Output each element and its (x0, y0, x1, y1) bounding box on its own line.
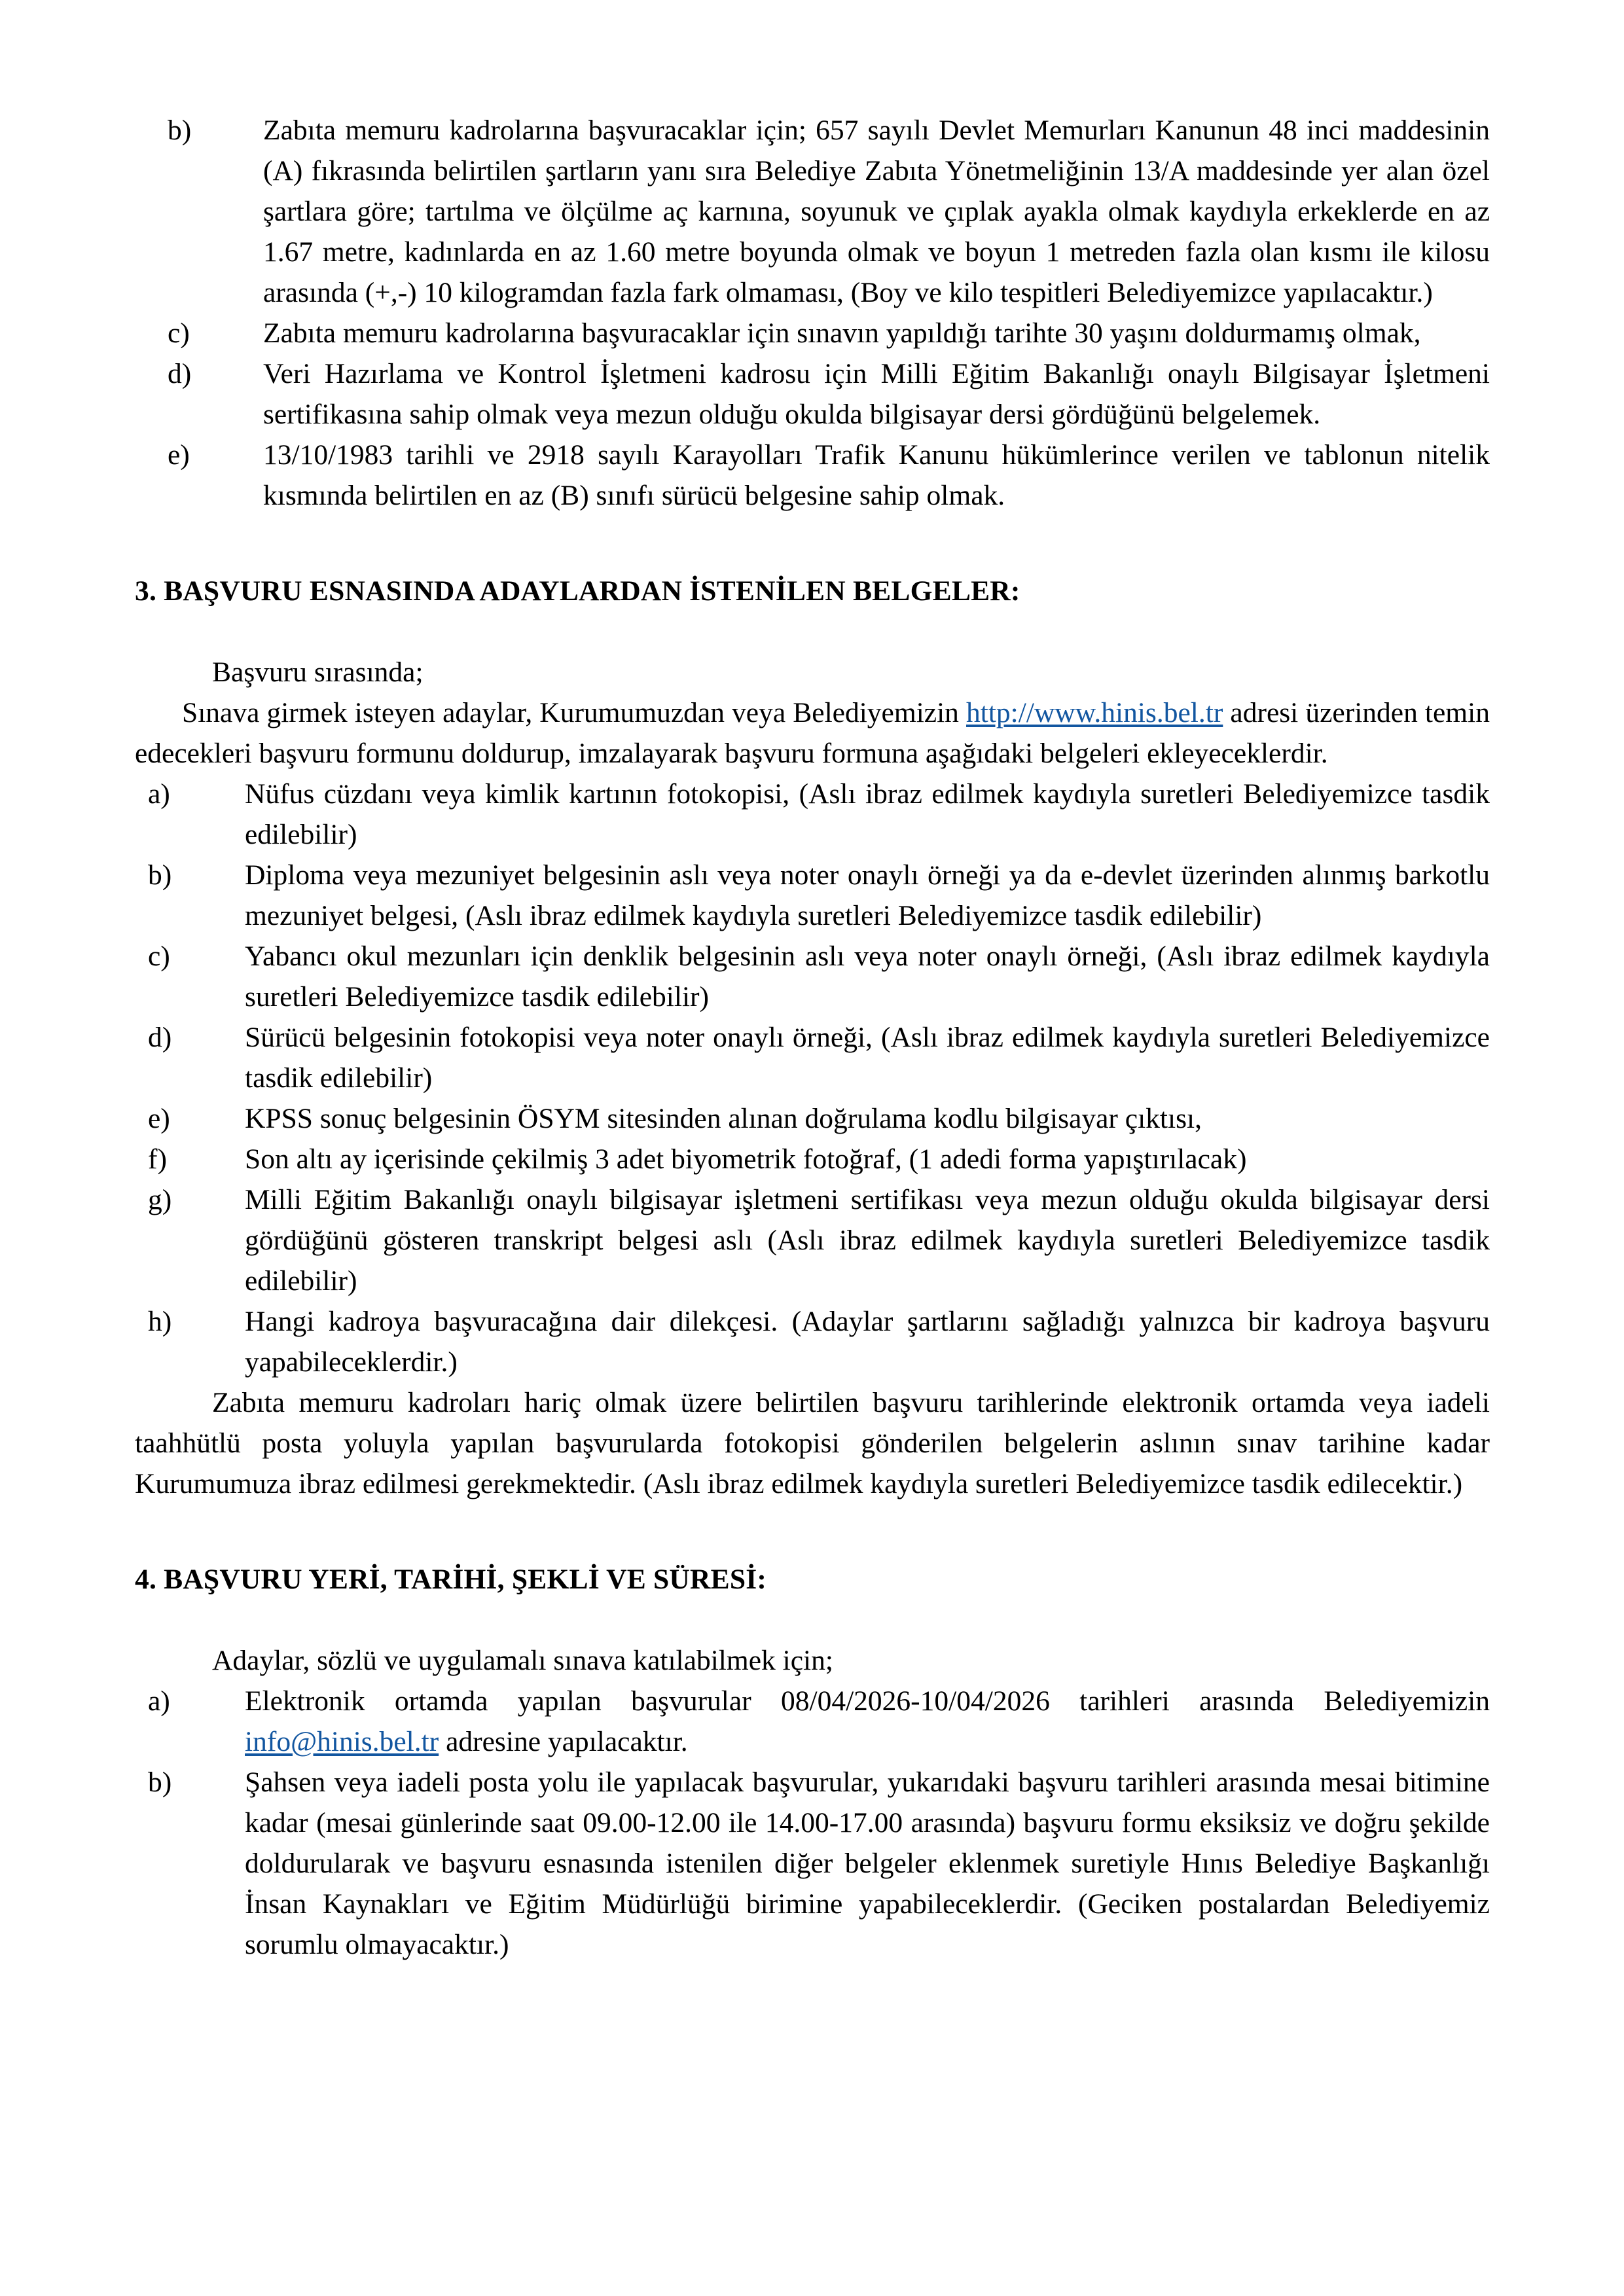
spacer (135, 516, 1490, 571)
application-method-list (135, 1681, 1490, 1965)
list-item (148, 774, 1490, 855)
list-item (148, 936, 1490, 1017)
list-item-text: KPSS sonuç belgesinin ÖSYM sitesinden alınan doğrulama kodlu bilgisayar çıktısı, (245, 1103, 1202, 1134)
list-item (148, 1098, 1490, 1139)
list-item-text: Zabıta memuru kadrolarına başvuracaklar için sınavın yapıldığı tarihte 30 yaşını doldurmamış olmak, (263, 317, 1421, 349)
list-item-text: Hangi kadroya başvuracağına dair dilekçesi. (Adaylar şartlarını sağladığı yalnızca bir kadroya başvuru yapabileceklerdir.) (245, 1306, 1490, 1378)
list-item (148, 1762, 1490, 1965)
list-marker: g) (148, 1184, 172, 1215)
email-link[interactable]: info@hinis.bel.tr (245, 1726, 439, 1757)
list-item (148, 1017, 1490, 1098)
list-item-text: Şahsen veya iadeli posta yolu ile yapılacak başvurular, yukarıdaki başvuru tarihleri arasında mesai bitimine kadar (mesai günlerinde saat 09.00-12.00 ile 14.00-17.00 arasında) başvuru formu eksiksiz ve doğru şekilde doldurularak ve başvuru esnasında istenilen diğer belgeler eklenmek suretiyle Hınıs Belediye Başkanlığı İnsan Kaynakları ve Eğitim Müdürlüğü birimine yapabileceklerdir. (Geciken postalardan Belediyemiz sorumlu olmayacaktır.) (245, 1767, 1490, 1960)
spacer (135, 1600, 1490, 1640)
list-item (148, 1179, 1490, 1301)
list-marker: c) (148, 941, 170, 972)
list-marker: e) (148, 1103, 170, 1134)
list-item-text-after-link: adresine yapılacaktır. (439, 1726, 688, 1757)
list-item-text: Son altı ay içerisinde çekilmiş 3 adet biyometrik fotoğraf, (1 adedi forma yapıştırılacak) (245, 1143, 1247, 1175)
list-item-text-before-link: Elektronik ortamda yapılan başvurular 08/04/2026-10/04/2026 tarihleri arasında Belediyemizin (245, 1685, 1490, 1717)
list-marker: d) (168, 358, 192, 389)
list-marker: e) (168, 439, 190, 471)
list-marker: a) (148, 1685, 170, 1717)
list-item (168, 313, 1490, 353)
section-4-intro: Adaylar, sözlü ve uygulamalı sınava katılabilmek için; (212, 1645, 833, 1676)
lead-text-before-link: Sınava girmek isteyen adaylar, Kurumumuzdan veya Belediyemizin (182, 697, 967, 728)
list-item (148, 1301, 1490, 1382)
website-link[interactable]: http://www.hinis.bel.tr (966, 697, 1223, 728)
required-documents-list (135, 774, 1490, 1382)
list-marker: f) (148, 1143, 167, 1175)
list-marker: d) (148, 1022, 172, 1053)
lead-text-after-link: adresi üzerinden temin edecekleri başvuru formunu doldurup, imzalayarak başvuru formuna aşağıdaki belgeleri ekleyeceklerdir. (135, 697, 1490, 769)
list-marker: h) (148, 1306, 172, 1337)
conditions-list (135, 110, 1490, 516)
list-item-text: 13/10/1983 tarihli ve 2918 sayılı Karayolları Trafik Kanunu hükümlerince verilen ve tablonun nitelik kısmında belirtilen en az (B) sınıfı sürücü belgesine sahip olmak. (263, 439, 1490, 511)
list-item (148, 1681, 1490, 1762)
section-4-heading: 4. BAŞVURU YERİ, TARİHİ, ŞEKLİ VE SÜRESİ: (135, 1564, 767, 1595)
list-item-text: Zabıta memuru kadrolarına başvuracaklar için; 657 sayılı Devlet Memurları Kanunun 48 inci maddesinin (A) fıkrasında belirtilen şartların yanı sıra Belediye Zabıta Yönetmeliğinin 13/A maddesinde yer alan özel şartlara göre; tartılma ve ölçülme aç karnına, soyunuk ve çıplak ayakla olmak kaydıyla erkeklerde en az 1.67 metre, kadınlarda en az 1.60 metre boyunda olmak ve boyun 1 metreden fazla olan kısmı ile kilosu arasında (+,-) 10 kilogramdan fazla fark olmaması, (Boy ve kilo tespitleri Belediyemizce yapılacaktır.) (263, 115, 1490, 308)
list-item (168, 110, 1490, 313)
list-item (168, 435, 1490, 516)
section-3-closing-paragraph: Zabıta memuru kadroları hariç olmak üzere belirtilen başvuru tarihlerinde elektronik ortamda veya iadeli taahhütlü posta yoluyla yapılan başvurularda fotokopisi gönderilen belgelerin aslının sınav tarihine kadar Kurumumuza ibraz edilmesi gerekmektedir. (Aslı ibraz edilmek kaydıyla suretleri Belediyemizce tasdik edilecektir.) (135, 1387, 1490, 1499)
list-item-text: Diploma veya mezuniyet belgesinin aslı veya noter onaylı örneği ya da e-devlet üzerinden alınmış barkotlu mezuniyet belgesi, (Aslı ibraz edilmek kaydıyla suretleri Belediyemizce tasdik edilebilir) (245, 859, 1490, 931)
section-3-heading: 3. BAŞVURU ESNASINDA ADAYLARDAN İSTENİLEN BELGELER: (135, 575, 1020, 607)
section-3-intro: Başvuru sırasında; (212, 656, 424, 688)
list-marker: a) (148, 778, 170, 810)
section-3-lead-paragraph (135, 692, 1490, 774)
list-item (168, 353, 1490, 435)
list-item-text: Nüfus cüzdanı veya kimlik kartının fotokopisi, (Aslı ibraz edilmek kaydıyla suretleri Belediyemizce tasdik edilebilir) (245, 778, 1490, 850)
list-item-text: Sürücü belgesinin fotokopisi veya noter onaylı örneği, (Aslı ibraz edilmek kaydıyla suretleri Belediyemizce tasdik edilebilir) (245, 1022, 1490, 1094)
spacer (135, 1504, 1490, 1559)
list-item-text: Yabancı okul mezunları için denklik belgesinin aslı veya noter onaylı örneği, (Aslı ibraz edilmek kaydıyla suretleri Belediyemizce tasdik edilebilir) (245, 941, 1490, 1013)
list-item-text: Veri Hazırlama ve Kontrol İşletmeni kadrosu için Milli Eğitim Bakanlığı onaylı Bilgisayar İşletmeni sertifikasına sahip olmak veya mezun olduğu okulda bilgisayar dersi gördüğünü belgelemek. (263, 358, 1490, 430)
spacer (135, 611, 1490, 652)
document-body (135, 110, 1490, 1965)
list-item (148, 855, 1490, 936)
list-marker: b) (148, 1767, 172, 1798)
list-marker: b) (148, 859, 172, 891)
list-marker: b) (168, 115, 192, 146)
list-item-text: Milli Eğitim Bakanlığı onaylı bilgisayar işletmeni sertifikası veya mezun olduğu okulda bilgisayar dersi gördüğünü gösteren transkript belgesi aslı (Aslı ibraz edilmek kaydıyla suretleri Belediyemizce tasdik edilebilir) (245, 1184, 1490, 1297)
list-item (148, 1139, 1490, 1179)
list-marker: c) (168, 317, 190, 349)
